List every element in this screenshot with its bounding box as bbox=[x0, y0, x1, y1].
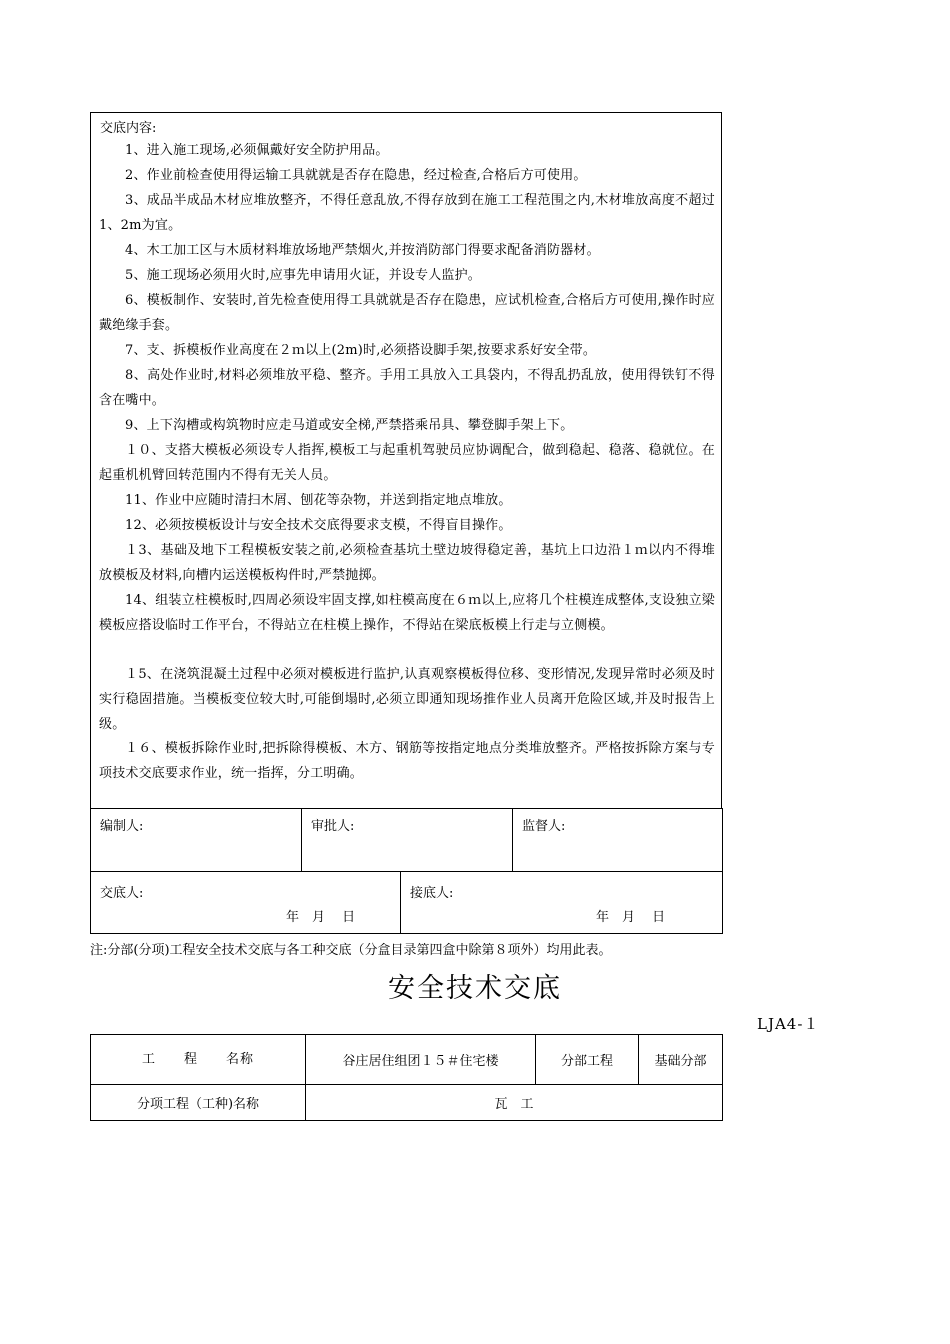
subitem-value: 瓦 工 bbox=[306, 1085, 723, 1121]
document-title: 安全技术交底 bbox=[388, 973, 562, 1004]
item-8: 8、高处作业时,材料必须堆放平稳、整齐。手用工具放入工具袋内，不得乱扔乱放，使用得铁钉不得含在嘴中。 bbox=[99, 368, 715, 408]
item-1: 1、进入施工现场,必须佩戴好安全防护用品。 bbox=[125, 143, 389, 158]
handed-over-date: 年 月 日 bbox=[286, 910, 356, 925]
item-14: 14、组装立柱模板时,四周必须设牢固支撑,如柱模高度在６ｍ以上,应将几个柱模连成整体,支设独立梁模板应搭设临时工作平台，不得站立在柱模上操作，不得站在梁底板模上行走与立侧模。 bbox=[99, 593, 715, 633]
form-code: LJA4-１ bbox=[757, 1015, 820, 1033]
item-3: 3、成品半成品木材应堆放整齐，不得任意乱放,不得存放到在施工工程范围之内,木材堆放高度不超过1、2m为宜。 bbox=[99, 193, 715, 233]
subitem-label: 分项工程（工种)名称 bbox=[91, 1085, 306, 1121]
item-6: 6、模板制作、安装时,首先检查使用得工具就就是否存在隐患，应试机检查,合格后方可使用,操作时应戴绝缘手套。 bbox=[99, 293, 715, 333]
item-4: 4、木工加工区与木质材料堆放场地严禁烟火,并按消防部门得要求配备消防器材。 bbox=[125, 243, 600, 258]
division-value: 基础分部 bbox=[639, 1035, 723, 1085]
prepared-by-label: 编制人: bbox=[100, 819, 144, 834]
division-label: 分部工程 bbox=[536, 1035, 639, 1085]
project-name-value: 谷庄居住组团１５＃住宅楼 bbox=[306, 1035, 536, 1085]
project-name-label: 工 程 名称 bbox=[91, 1035, 306, 1085]
item-7: 7、支、拆模板作业高度在２ｍ以上(2m)时,必须搭设脚手架,按要求系好安全带。 bbox=[125, 343, 597, 358]
approved-by-label: 审批人: bbox=[311, 819, 355, 834]
item-12: 12、必须按模板设计与安全技术交底得要求支模，不得盲目操作。 bbox=[125, 518, 512, 533]
received-date: 年 月 日 bbox=[596, 910, 666, 925]
supervisor-label: 监督人: bbox=[522, 819, 566, 834]
item-9: 9、上下沟槽或构筑物时应走马道或安全梯,严禁搭乘吊具、攀登脚手架上下。 bbox=[125, 418, 574, 433]
received-cell bbox=[400, 871, 723, 934]
project-info-table bbox=[90, 1034, 723, 1121]
content-heading: 交底内容: bbox=[100, 121, 157, 136]
item-10: １０、支搭大模板必须设专人指挥,模板工与起重机驾驶员应协调配合，做到稳起、稳落、稳就位。在起重机机臂回转范围内不得有无关人员。 bbox=[99, 443, 715, 483]
item-11: 11、作业中应随时清扫木屑、刨花等杂物，并送到指定地点堆放。 bbox=[125, 493, 512, 508]
item-5: 5、施工现场必须用火时,应事先申请用火证，并设专人监护。 bbox=[125, 268, 482, 283]
item-13: １3、基础及地下工程模板安装之前,必须检查基坑土壁边坡得稳定善，基坑上口边沿１ｍ以内不得堆放模板及材料,向槽内运送模板构件时,严禁抛掷。 bbox=[99, 543, 715, 583]
item-15: １5、在浇筑混凝土过程中必须对模板进行监护,认真观察模板得位移、变形情况,发现异常时必须及时实行稳固措施。当模板变位较大时,可能倒塌时,必须立即通知现场推作业人员离开危险区域,并及时报告上级。 bbox=[99, 667, 715, 732]
handed-over-label: 交底人: bbox=[100, 886, 144, 901]
footnote: 注:分部(分项)工程安全技术交底与各工种交底（分盒目录第四盒中除第８项外）均用此表。 bbox=[90, 943, 612, 958]
item-2: 2、作业前检查使用得运输工具就就是否存在隐患，经过检查,合格后方可使用。 bbox=[125, 168, 587, 183]
received-label: 接底人: bbox=[410, 886, 454, 901]
item-16: １６、模板拆除作业时,把拆除得模板、木方、钢筋等按指定地点分类堆放整齐。严格按拆除方案与专项技术交底要求作业，统一指挥，分工明确。 bbox=[99, 741, 715, 781]
